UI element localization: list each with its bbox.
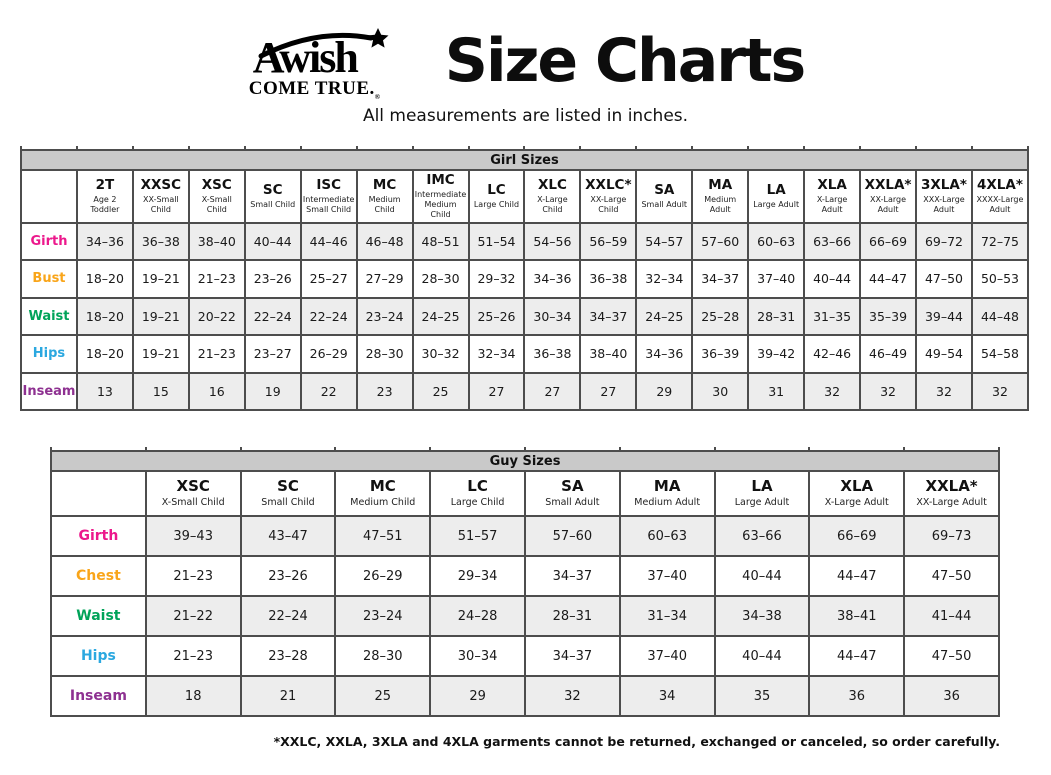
size-cell: 60–63 — [748, 223, 804, 261]
size-cell: 23–24 — [335, 596, 430, 636]
size-code: 2T — [95, 177, 115, 193]
size-cell: 44–48 — [972, 298, 1028, 336]
size-code: XLA — [840, 477, 874, 496]
size-cell: 47–50 — [916, 260, 972, 298]
size-cell: 32 — [916, 373, 972, 411]
size-cell: 35 — [715, 676, 810, 716]
size-description: Small Child — [250, 199, 296, 209]
size-description: Large Child — [473, 199, 520, 209]
size-cell: 28–30 — [357, 335, 413, 373]
size-cell: 40–44 — [715, 636, 810, 676]
column-header-xla — [809, 471, 904, 516]
column-header-ma — [620, 471, 715, 516]
size-code: LC — [487, 182, 506, 198]
size-cell: 44–47 — [860, 260, 916, 298]
size-cell: 54–57 — [636, 223, 692, 261]
guy-sizes-table — [50, 447, 1000, 717]
size-cell: 51–57 — [430, 516, 525, 556]
size-cell: 37–40 — [748, 260, 804, 298]
size-cell: 36 — [809, 676, 904, 716]
size-cell: 32–34 — [636, 260, 692, 298]
size-cell: 31–35 — [804, 298, 860, 336]
size-cell: 51–54 — [469, 223, 525, 261]
size-code: SA — [561, 477, 584, 496]
size-description: Age 2 Toddler — [90, 194, 120, 214]
column-header-lc — [469, 170, 525, 223]
size-cell: 25 — [335, 676, 430, 716]
size-cell: 69–72 — [916, 223, 972, 261]
size-cell: 20–22 — [189, 298, 245, 336]
size-cell: 47–50 — [904, 636, 999, 676]
size-cell: 48–51 — [413, 223, 469, 261]
size-cell: 56–59 — [580, 223, 636, 261]
table-row — [21, 260, 1028, 298]
size-cell: 28–31 — [748, 298, 804, 336]
table-title: Girl Sizes — [21, 150, 1028, 170]
size-cell: 38–40 — [580, 335, 636, 373]
size-cell: 34–36 — [636, 335, 692, 373]
size-cell: 19–21 — [133, 298, 189, 336]
size-description: Intermediate Small Child — [302, 194, 355, 214]
size-cell: 24–25 — [636, 298, 692, 336]
page-header — [0, 0, 1051, 100]
table-row — [21, 335, 1028, 373]
row-label-girth: Girth — [21, 223, 77, 261]
logo-tagline: COME $TRUE._®$ — [248, 78, 381, 101]
size-cell: 39–42 — [748, 335, 804, 373]
size-cell: 50–53 — [972, 260, 1028, 298]
size-cell: 29 — [430, 676, 525, 716]
size-cell: 30–32 — [413, 335, 469, 373]
size-cell: 34–37 — [580, 298, 636, 336]
size-description: X-Large Adult — [816, 194, 848, 214]
size-code: SC — [277, 477, 299, 496]
size-description: X-Small Child — [201, 194, 232, 214]
size-description: XXXX-Large Adult — [976, 194, 1024, 214]
size-description: Large Adult — [753, 199, 800, 209]
size-cell: 15 — [133, 373, 189, 411]
size-cell: 44–47 — [809, 556, 904, 596]
size-code: MC — [369, 477, 396, 496]
row-label-waist: Waist — [21, 298, 77, 336]
size-cell: 35–39 — [860, 298, 916, 336]
row-label-hips: Hips — [51, 636, 146, 676]
size-code: XXLA* — [925, 477, 978, 496]
column-header-2t — [77, 170, 133, 223]
size-cell: 40–44 — [804, 260, 860, 298]
corner-cell — [21, 170, 77, 223]
size-cell: 38–41 — [809, 596, 904, 636]
size-cell: 37–40 — [620, 636, 715, 676]
size-cell: 27 — [524, 373, 580, 411]
size-cell: 72–75 — [972, 223, 1028, 261]
size-cell: 40–44 — [715, 556, 810, 596]
column-header-xxlc — [580, 170, 636, 223]
size-cell: 27 — [580, 373, 636, 411]
column-header-xxla — [904, 471, 999, 516]
size-cell: 27 — [469, 373, 525, 411]
size-description: X-Small Child — [161, 496, 225, 508]
size-cell: 31 — [748, 373, 804, 411]
size-description: Medium Adult — [634, 496, 701, 508]
size-cell: 38–40 — [189, 223, 245, 261]
column-header-3xla — [916, 170, 972, 223]
column-header-sa — [636, 170, 692, 223]
size-cell: 23–28 — [241, 636, 336, 676]
size-cell: 66–69 — [809, 516, 904, 556]
size-description: XXX-Large Adult — [923, 194, 965, 214]
size-description: Small Adult — [545, 496, 600, 508]
size-cell: 24–28 — [430, 596, 525, 636]
size-description: Intermediate Medium Child — [414, 189, 467, 219]
column-header-mc — [357, 170, 413, 223]
size-cell: 18–20 — [77, 260, 133, 298]
size-cell: 36–38 — [524, 335, 580, 373]
size-cell: 60–63 — [620, 516, 715, 556]
column-header-xla — [804, 170, 860, 223]
table-row — [51, 636, 999, 676]
size-cell: 63–66 — [715, 516, 810, 556]
size-cell: 41–44 — [904, 596, 999, 636]
size-cell: 32–34 — [469, 335, 525, 373]
size-code: XLA — [817, 177, 847, 193]
size-cell: 47–50 — [904, 556, 999, 596]
row-label-girth: Girth — [51, 516, 146, 556]
size-cell: 40–44 — [245, 223, 301, 261]
size-code: MA — [653, 477, 681, 496]
size-cell: 27–29 — [357, 260, 413, 298]
size-cell: 21 — [241, 676, 336, 716]
row-label-hips: Hips — [21, 335, 77, 373]
size-description: XX-Large Adult — [916, 496, 987, 508]
size-cell: 32 — [525, 676, 620, 716]
table-row — [51, 596, 999, 636]
size-cell: 21–23 — [189, 260, 245, 298]
size-code: SC — [262, 182, 283, 198]
size-cell: 69–73 — [904, 516, 999, 556]
size-cell: 34–38 — [715, 596, 810, 636]
size-code: XLC — [537, 177, 567, 193]
size-cell: 21–23 — [146, 556, 241, 596]
size-description: Large Adult — [734, 496, 790, 508]
size-cell: 36–38 — [133, 223, 189, 261]
row-label-chest: Chest — [51, 556, 146, 596]
size-cell: 29–32 — [469, 260, 525, 298]
size-cell: 18–20 — [77, 335, 133, 373]
size-code: XXLC* — [585, 177, 632, 193]
size-cell: 30–34 — [524, 298, 580, 336]
column-header-xxla — [860, 170, 916, 223]
size-code: LC — [467, 477, 488, 496]
size-cell: 57–60 — [692, 223, 748, 261]
size-cell: 34–37 — [692, 260, 748, 298]
size-description: XX-Large Child — [590, 194, 627, 214]
size-description: X-Large Child — [537, 194, 568, 214]
column-header-la — [715, 471, 810, 516]
size-cell: 34–37 — [525, 556, 620, 596]
size-cell: 46–48 — [357, 223, 413, 261]
table-row — [51, 676, 999, 716]
size-cell: 36–39 — [692, 335, 748, 373]
size-cell: 28–30 — [413, 260, 469, 298]
size-cell: 21–23 — [146, 636, 241, 676]
size-description: Medium Child — [368, 194, 401, 214]
size-code: MA — [708, 177, 733, 193]
size-cell: 22–24 — [301, 298, 357, 336]
size-cell: 43–47 — [241, 516, 336, 556]
size-code: XXLA* — [864, 177, 912, 193]
page-subtitle: All measurements are listed in inches. — [362, 106, 689, 126]
column-header-xlc — [524, 170, 580, 223]
table-title: Guy Sizes — [51, 451, 999, 471]
size-description: Medium Adult — [704, 194, 737, 214]
column-header-sc — [241, 471, 336, 516]
size-description: Small Adult — [641, 199, 688, 209]
size-cell: 42–46 — [804, 335, 860, 373]
page-title: Size Charts — [444, 26, 805, 96]
size-cell: 34–36 — [77, 223, 133, 261]
size-cell: 63–66 — [804, 223, 860, 261]
size-cell: 32 — [860, 373, 916, 411]
size-cell: 25 — [413, 373, 469, 411]
size-cell: 23–24 — [357, 298, 413, 336]
size-cell: 34 — [620, 676, 715, 716]
size-cell: 25–28 — [692, 298, 748, 336]
size-code: XXSC — [140, 177, 182, 193]
row-label-bust: Bust — [21, 260, 77, 298]
size-cell: 21–23 — [189, 335, 245, 373]
size-code: ISC — [316, 177, 341, 193]
size-cell: 28–31 — [525, 596, 620, 636]
size-cell: 54–58 — [972, 335, 1028, 373]
size-cell: 23 — [357, 373, 413, 411]
size-cell: 23–26 — [241, 556, 336, 596]
size-cell: 19–21 — [133, 260, 189, 298]
size-description: Medium Child — [350, 496, 416, 508]
size-cell: 22–24 — [245, 298, 301, 336]
size-cell: 37–40 — [620, 556, 715, 596]
size-code: 4XLA* — [977, 177, 1023, 193]
size-cell: 24–25 — [413, 298, 469, 336]
size-cell: 30–34 — [430, 636, 525, 676]
row-label-inseam: Inseam — [51, 676, 146, 716]
size-cell: 25–27 — [301, 260, 357, 298]
size-cell: 28–30 — [335, 636, 430, 676]
size-cell: 26–29 — [335, 556, 430, 596]
column-header-ma — [692, 170, 748, 223]
size-cell: 25–26 — [469, 298, 525, 336]
size-cell: 46–49 — [860, 335, 916, 373]
column-header-lc — [430, 471, 525, 516]
girl-sizes-table — [20, 146, 1029, 411]
column-header-isc — [301, 170, 357, 223]
size-cell: 47–51 — [335, 516, 430, 556]
size-cell: 30 — [692, 373, 748, 411]
size-cell: 44–46 — [301, 223, 357, 261]
table-row — [51, 556, 999, 596]
table-row — [21, 298, 1028, 336]
table-row — [21, 223, 1028, 261]
size-code: XSC — [201, 177, 232, 193]
size-cell: 22–24 — [241, 596, 336, 636]
column-header-sa — [525, 471, 620, 516]
size-cell: 21–22 — [146, 596, 241, 636]
size-description: Small Child — [261, 496, 315, 508]
size-cell: 22 — [301, 373, 357, 411]
column-header-xxsc — [133, 170, 189, 223]
awish-come-true-logo — [247, 28, 425, 100]
footnote: *XXLC, XXLA, 3XLA and 4XLA garments cannot be returned, exchanged or canceled, so order carefully. — [273, 734, 1000, 750]
column-header-xsc — [146, 471, 241, 516]
size-description: Large Child — [450, 496, 505, 508]
size-cell: 66–69 — [860, 223, 916, 261]
size-description: X-Large Adult — [824, 496, 889, 508]
size-cell: 39–44 — [916, 298, 972, 336]
size-cell: 32 — [972, 373, 1028, 411]
column-header-la — [748, 170, 804, 223]
size-code: LA — [766, 182, 786, 198]
corner-cell — [51, 471, 146, 516]
logo-wordmark: Awish — [252, 33, 357, 82]
size-cell: 32 — [804, 373, 860, 411]
size-cell: 36 — [904, 676, 999, 716]
size-cell: 19 — [245, 373, 301, 411]
row-label-inseam: Inseam — [21, 373, 77, 411]
size-cell: 34–36 — [524, 260, 580, 298]
column-header-xsc — [189, 170, 245, 223]
size-cell: 19–21 — [133, 335, 189, 373]
size-cell: 16 — [189, 373, 245, 411]
size-cell: 49–54 — [916, 335, 972, 373]
row-label-waist: Waist — [51, 596, 146, 636]
table-row — [21, 373, 1028, 411]
size-cell: 23–26 — [245, 260, 301, 298]
size-cell: 44–47 — [809, 636, 904, 676]
size-code: IMC — [426, 172, 455, 188]
size-code: 3XLA* — [921, 177, 967, 193]
column-header-4xla — [972, 170, 1028, 223]
size-cell: 34–37 — [525, 636, 620, 676]
size-cell: 54–56 — [524, 223, 580, 261]
column-header-sc — [245, 170, 301, 223]
size-cell: 18 — [146, 676, 241, 716]
size-cell: 36–38 — [580, 260, 636, 298]
registered-mark: ® — [374, 92, 381, 101]
size-cell: 57–60 — [525, 516, 620, 556]
size-cell: 29–34 — [430, 556, 525, 596]
column-header-mc — [335, 471, 430, 516]
size-cell: 23–27 — [245, 335, 301, 373]
size-description: XX-Small Child — [143, 194, 179, 214]
size-code: SA — [654, 182, 675, 198]
size-description: XX-Large Adult — [870, 194, 907, 214]
size-cell: 13 — [77, 373, 133, 411]
size-cell: 18–20 — [77, 298, 133, 336]
size-code: MC — [372, 177, 397, 193]
size-code: LA — [751, 477, 773, 496]
size-cell: 26–29 — [301, 335, 357, 373]
column-header-imc — [413, 170, 469, 223]
size-code: XSC — [176, 477, 210, 496]
table-row — [51, 516, 999, 556]
size-cell: 31–34 — [620, 596, 715, 636]
size-cell: 39–43 — [146, 516, 241, 556]
size-cell: 29 — [636, 373, 692, 411]
